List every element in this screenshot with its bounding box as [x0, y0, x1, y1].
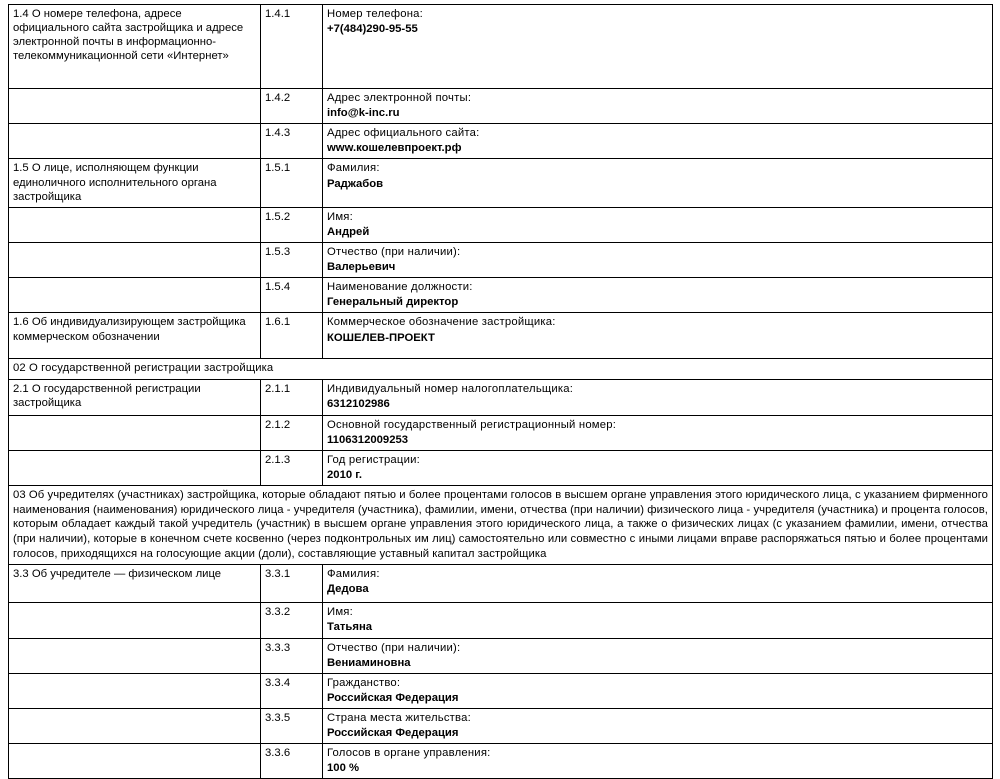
row-label [9, 242, 261, 277]
row-label [9, 744, 261, 779]
row-number: 1.5.4 [261, 278, 323, 313]
row-value [323, 415, 993, 450]
row-label [9, 379, 261, 415]
value-text: www.кошелевпроект.рф [327, 142, 462, 155]
table-body [9, 5, 993, 779]
table-row [9, 744, 993, 779]
row-label [9, 5, 261, 89]
row-value [323, 313, 993, 359]
value-text: info@k-inc.ru [327, 107, 400, 120]
table-row [9, 379, 993, 415]
value-text: 6312102986 [327, 397, 390, 410]
value-caption: Индивидуальный номер налогоплательщика: [327, 382, 574, 395]
value-caption: Год регистрации: [327, 453, 420, 466]
row-number: 3.3.4 [261, 673, 323, 708]
table-row [9, 278, 993, 313]
row-value [323, 638, 993, 673]
value-caption: Коммерческое обозначение застройщика: [327, 316, 556, 329]
row-value [323, 5, 993, 89]
row-value [323, 603, 993, 638]
value-caption: Фамилия: [327, 568, 380, 581]
row-label-text: 1.6 Об индивидуализирующем застройщика коммерческом обозначении [13, 316, 246, 343]
row-number: 1.4.3 [261, 124, 323, 159]
table-row [9, 708, 993, 743]
value-text: Дедова [327, 583, 369, 596]
value-text: Андрей [327, 225, 370, 238]
value-text: Генеральный директор [327, 296, 459, 309]
row-value [323, 450, 993, 485]
value-caption: Имя: [327, 606, 353, 619]
row-value [323, 744, 993, 779]
table-row [9, 124, 993, 159]
table-row [9, 5, 993, 89]
table-row [9, 89, 993, 124]
row-label [9, 565, 261, 603]
row-number: 3.3.1 [261, 565, 323, 603]
row-label-text: 3.3 Об учредителе — физическом лице [13, 568, 222, 581]
value-text: +7(484)290-95-55 [327, 23, 418, 36]
value-caption: Адрес официального сайта: [327, 127, 480, 140]
value-caption: Отчество (при наличии): [327, 245, 461, 258]
row-label [9, 450, 261, 485]
developer-info-table [8, 4, 993, 779]
section-heading: 02 О государственной регистрации застройщика [9, 359, 993, 379]
row-number: 1.5.3 [261, 242, 323, 277]
row-number: 2.1.3 [261, 450, 323, 485]
table-row [9, 207, 993, 242]
row-label [9, 638, 261, 673]
row-label [9, 207, 261, 242]
value-caption: Голосов в органе управления: [327, 747, 491, 760]
row-value [323, 673, 993, 708]
table-row-section [9, 359, 993, 379]
row-number: 1.4.2 [261, 89, 323, 124]
row-value [323, 708, 993, 743]
row-value [323, 278, 993, 313]
row-number: 1.6.1 [261, 313, 323, 359]
row-value [323, 89, 993, 124]
value-caption: Номер телефона: [327, 8, 423, 20]
row-label-text: 1.4 О номере телефона, адресе официального сайта застройщика и адресе электронной почты в информационно-телекоммуникационной сети «Интернет» [13, 8, 244, 63]
value-text: Вениаминовна [327, 656, 411, 669]
value-caption: Фамилия: [327, 162, 380, 175]
section-paragraph: 03 Об учредителях (участниках) застройщика, которые обладают пятью и более процентами голосов в высшем органе управления этого юридического лица, с указанием фирменного наименования (наименования) юридического лица - учредителя (участника), фамилии, имени, отчества (при наличии) физического лица - учредителя (участника) и процента голосов, которым обладает каждый такой учредитель (участник) в высшем органе управления этого юридического лица, а также о физических лицах (с указанием фамилии, имени, отчества (при наличии), которые в конечном счете косвенно (через подконтрольных им лиц) самостоятельно или совместно с иными лицами вправе распоряжаться пятью и более процентами голосов, приходящихся на голосующие акции (доли), составляющие уставный капитал застройщика [9, 485, 993, 564]
value-text: 100 % [327, 762, 360, 775]
row-value [323, 159, 993, 207]
row-number: 3.3.5 [261, 708, 323, 743]
value-text: Российская Федерация [327, 691, 459, 704]
value-text: Российская Федерация [327, 727, 459, 740]
row-label [9, 89, 261, 124]
value-caption: Имя: [327, 210, 353, 223]
value-text: КОШЕЛЕВ-ПРОЕКТ [327, 331, 435, 344]
row-label-text: 1.5 О лице, исполняющем функции единоличного исполнительного органа застройщика [13, 162, 217, 203]
table-row [9, 565, 993, 603]
table-row [9, 415, 993, 450]
table-row [9, 450, 993, 485]
value-caption: Отчество (при наличии): [327, 641, 461, 654]
row-number: 1.5.2 [261, 207, 323, 242]
value-text: Раджабов [327, 177, 384, 190]
table-row [9, 242, 993, 277]
value-caption: Основной государственный регистрационный номер: [327, 418, 617, 431]
row-value [323, 124, 993, 159]
table-row [9, 638, 993, 673]
value-caption: Адрес электронной почты: [327, 92, 472, 104]
row-number: 1.4.1 [261, 5, 323, 89]
row-value [323, 242, 993, 277]
row-number: 2.1.1 [261, 379, 323, 415]
row-number: 3.3.3 [261, 638, 323, 673]
row-label-text: 2.1 О государственной регистрации застройщика [13, 382, 201, 409]
value-text: Валерьевич [327, 261, 396, 274]
row-number: 3.3.6 [261, 744, 323, 779]
table-row [9, 673, 993, 708]
value-caption: Страна места жительства: [327, 711, 471, 724]
row-number: 2.1.2 [261, 415, 323, 450]
row-value [323, 565, 993, 603]
row-label [9, 415, 261, 450]
row-label [9, 278, 261, 313]
table-row [9, 159, 993, 207]
row-number: 1.5.1 [261, 159, 323, 207]
row-label [9, 673, 261, 708]
table-row [9, 313, 993, 359]
value-caption: Наименование должности: [327, 281, 473, 294]
table-row [9, 603, 993, 638]
row-label [9, 708, 261, 743]
value-caption: Гражданство: [327, 676, 401, 689]
value-text: Татьяна [327, 621, 373, 634]
row-number: 3.3.2 [261, 603, 323, 638]
row-label [9, 159, 261, 207]
table-row-paragraph [9, 485, 993, 564]
row-value [323, 379, 993, 415]
row-label [9, 313, 261, 359]
row-value [323, 207, 993, 242]
row-label [9, 124, 261, 159]
row-label [9, 603, 261, 638]
value-text: 2010 г. [327, 468, 362, 481]
value-text: 1106312009253 [327, 433, 409, 446]
